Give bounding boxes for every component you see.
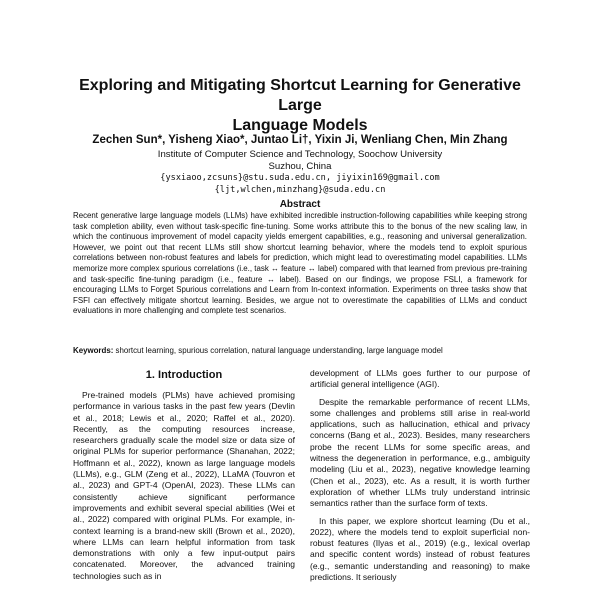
right-column: [310, 368, 530, 583]
title-line-2: Language Models: [232, 117, 368, 134]
left-column: [73, 390, 295, 582]
abstract-text: Recent generative large language models (LLMs) have exhibited incredible instruction-following capabilities while keeping strong task completion ability, even without task-specific fine-tuning. Some works attribute this to the bonus of the new scaling law, in which the continuous improvement of model capacity yields emergent capabilities, e.g., reasoning and universal generalization. However, we point out that recent LLMs still show shortcut learning behavior, where the models tend to exploit spurious correlations between non-robust features and labels for prediction, which might lead to overestimating model capabilities. LLMs memorize more complex spurious correlations (i.e., task ↔ feature ↔ label) compared with that learned from previous pre-training and task-specific fine-tuning paradigm (i.e., feature ↔ label). Based on our findings, we propose FSLI, a framework for encouraging LLMs to Forget Spurious correlations and Learn from In-context information. Experiments on three tasks show that FSFI can effectively mitigate shortcut learning. Besides, we argue not to overestimate the capabilities of LLMs and conduct evaluations in more challenging and complete test scenarios.: [73, 211, 527, 316]
title-line-1: Exploring and Mitigating Shortcut Learning for Generative Large: [79, 77, 521, 114]
intro-paragraph-1: Pre-trained models (PLMs) have achieved promising performance in various tasks in the past few years (Devlin et al., 2018; Lewis et al., 2020; Raffel et al., 2020). Recently, as the computing resources increase, researchers gradually scale the model size or data size of original PLMs for superior performance (Shanahan, 2022; Hoffmann et al., 2022), known as large language models (LLMs), e.g., GLM (Zeng et al., 2022), LLaMA (Touvron et al., 2023) and GPT-4 (OpenAI, 2023). These LLMs can consistently achieve significant performance improvements and exhibit several special abilities (Wei et al., 2022) compared with original PLMs. For example, in-context learning is a brand-new skill (Brown et al., 2020), where LLMs can learn helpful information from task demonstrations with only a few input-output pairs concatenated. Moreover, the advanced training technologies such as in: [73, 390, 295, 581]
intro-paragraph-2: Despite the remarkable performance of recent LLMs, some challenges and problems still arise in real-world applications, such as hallucination, ethical and privacy concerns (Bang et al., 2023). Besides, many researchers probe the recent LLMs for some specific areas, and witness the degeneration in performance, e.g., ambiguity modeling (Liu et al., 2023), negative knowledge learning (Chen et al., 2023), etc. As a result, it is worth further exploration of whether LLMs truly understand intrinsic semantics rather than the surface form of texts.: [310, 396, 530, 509]
affiliation-line-2: Suzhou, China: [268, 160, 332, 172]
intro-paragraph-3: In this paper, we explore shortcut learning (Du et al., 2022), where the models tend to exploit superficial non-robust features (Ilyas et al., 2019) (e.g., lexical overlap and specific content words) instead of robust features (e.g., semantic understanding and reasoning) to make predictions. It seriously: [310, 515, 530, 583]
paper-title: [60, 76, 540, 136]
intro-paragraph-continued: development of LLMs goes further to our purpose of artificial general intelligence (AGI).: [310, 368, 530, 390]
abstract-heading: Abstract: [279, 199, 321, 210]
section-heading-introduction: 1. Introduction: [145, 369, 223, 381]
author-emails: [60, 173, 540, 196]
keywords-text: shortcut learning, spurious correlation, natural language understanding, large language model: [115, 346, 443, 355]
email-line-2: {ljt,wlchen,minzhang}@suda.edu.cn: [214, 184, 386, 195]
email-line-1: {ysxiaoo,zcsuns}@stu.suda.edu.cn, jiyixin169@gmail.com: [160, 173, 440, 183]
affiliation: [60, 149, 540, 172]
affiliation-line-1: Institute of Computer Science and Technology, Soochow University: [157, 149, 443, 160]
author-list: Zechen Sun*, Yisheng Xiao*, Juntao Li†, Yixin Ji, Wenliang Chen, Min Zhang: [92, 134, 508, 146]
keywords-label: Keywords:: [73, 346, 114, 355]
keywords: [73, 346, 527, 357]
